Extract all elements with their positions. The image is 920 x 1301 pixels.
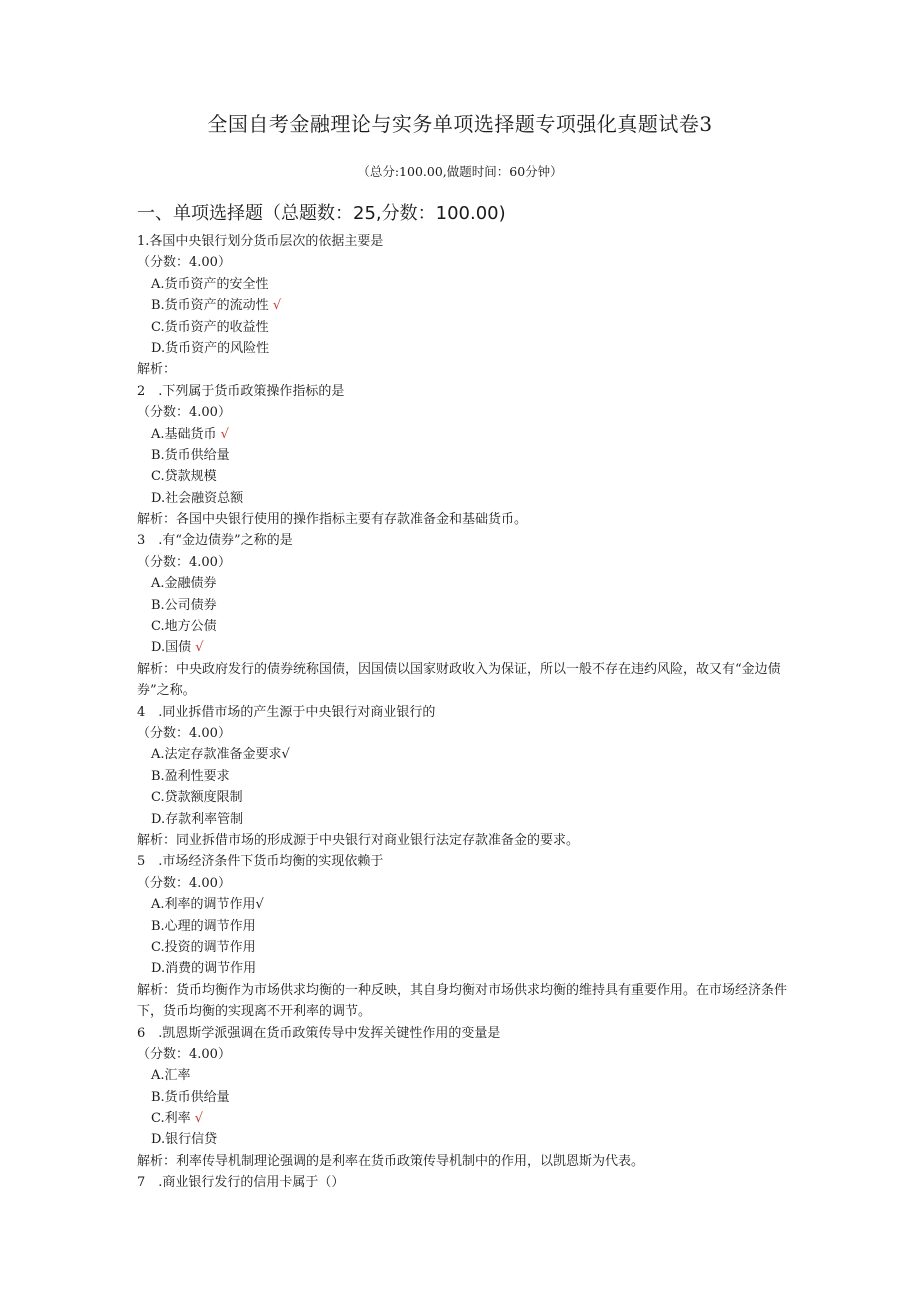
option-c: C.贷款规模: [151, 469, 217, 485]
question-score: （分数：4.00）: [137, 554, 231, 570]
option-d: D.社会融资总额: [151, 490, 244, 506]
question-score: （分数：4.00）: [137, 1046, 231, 1062]
option-a: A.基础货币 √: [151, 426, 229, 442]
question-stem: 3 .有“金边债券”之称的是: [137, 533, 293, 549]
option-b: B.公司债券: [151, 597, 217, 613]
option-d: D.国债 √: [151, 640, 204, 656]
question-3: [137, 530, 787, 701]
question-explanation: 解析：: [137, 362, 177, 378]
option-b: B.心理的调节作用: [151, 918, 256, 934]
question-2: [137, 381, 787, 531]
section-heading: 一、单项选择题（总题数：25,分数：100.00): [137, 203, 506, 224]
correct-answer-mark: √: [255, 897, 264, 913]
option-b: B.盈利性要求: [151, 768, 230, 784]
question-stem: 6 .凯恩斯学派强调在货币政策传导中发挥关键性作用的变量是: [137, 1025, 501, 1041]
correct-answer-mark: √: [281, 747, 290, 763]
question-1: [137, 231, 787, 381]
question-explanation: 解析：中央政府发行的债券统称国债，因国债以国家财政收入为保证，所以一般不存在违约风险，故又有“金边债券”之称。: [137, 661, 781, 699]
option-b: B.货币供给量: [151, 1089, 230, 1105]
option-b: B.货币供给量: [151, 447, 230, 463]
option-c: C.地方公债: [151, 619, 217, 635]
correct-answer-mark: √: [220, 426, 229, 442]
option-c: C.投资的调节作用: [151, 939, 256, 955]
question-4: [137, 702, 787, 852]
option-a: A.汇率: [151, 1068, 191, 1084]
question-explanation: 解析：利率传导机制理论强调的是利率在货币政策传导机制中的作用，以凯恩斯为代表。: [137, 1153, 645, 1169]
option-d: D.银行信贷: [151, 1132, 218, 1148]
option-c: C.利率 √: [151, 1111, 204, 1127]
question-score: （分数：4.00）: [137, 875, 231, 891]
question-stem: 5 .市场经济条件下货币均衡的实现依赖于: [137, 854, 384, 870]
question-list: [137, 231, 787, 1194]
option-a: A.货币资产的安全性: [151, 276, 269, 292]
question-stem: 7 .商业银行发行的信用卡属于（）: [137, 1175, 345, 1191]
option-a: A.利率的调节作用√: [151, 897, 264, 913]
question-stem: 2 .下列属于货币政策操作指标的是: [137, 383, 345, 399]
question-explanation: 解析：货币均衡作为市场供求均衡的一种反映，其自身均衡对市场供求均衡的维持具有重要作用。在市场经济条件下，货币均衡的实现离不开利率的调节。: [137, 982, 788, 1020]
correct-answer-mark: √: [194, 1111, 204, 1127]
question-explanation: 解析：各国中央银行使用的操作指标主要有存款准备金和基础货币。: [137, 512, 528, 528]
question-score: （分数：4.00）: [137, 726, 231, 742]
question-stem: 4 .同业拆借市场的产生源于中央银行对商业银行的: [137, 704, 436, 720]
question-score: （分数：4.00）: [137, 255, 231, 271]
option-d: D.存款利率管制: [151, 811, 244, 827]
option-a: A.金融债券: [151, 576, 217, 592]
option-d: D.货币资产的风险性: [151, 340, 270, 356]
option-b: B.货币资产的流动性 √: [151, 298, 282, 314]
correct-answer-mark: √: [272, 298, 282, 314]
page-title: 全国自考金融理论与实务单项选择题专项强化真题试卷3: [207, 112, 713, 136]
option-a: A.法定存款准备金要求√: [151, 747, 290, 763]
option-c: C.货币资产的收益性: [151, 319, 269, 335]
question-6: [137, 1023, 787, 1173]
question-stem: 1.各国中央银行划分货币层次的依据主要是: [137, 234, 384, 249]
correct-answer-mark: √: [195, 640, 204, 656]
question-explanation: 解析：同业拆借市场的形成源于中央银行对商业银行法定存款准备金的要求。: [137, 832, 580, 848]
option-d: D.消费的调节作用: [151, 961, 257, 977]
question-5: [137, 851, 787, 1022]
option-c: C.贷款额度限制: [151, 790, 243, 806]
question-7: [137, 1172, 787, 1193]
question-score: （分数：4.00）: [137, 405, 231, 421]
exam-info: （总分:100.00,做题时间：60分钟）: [357, 164, 563, 179]
